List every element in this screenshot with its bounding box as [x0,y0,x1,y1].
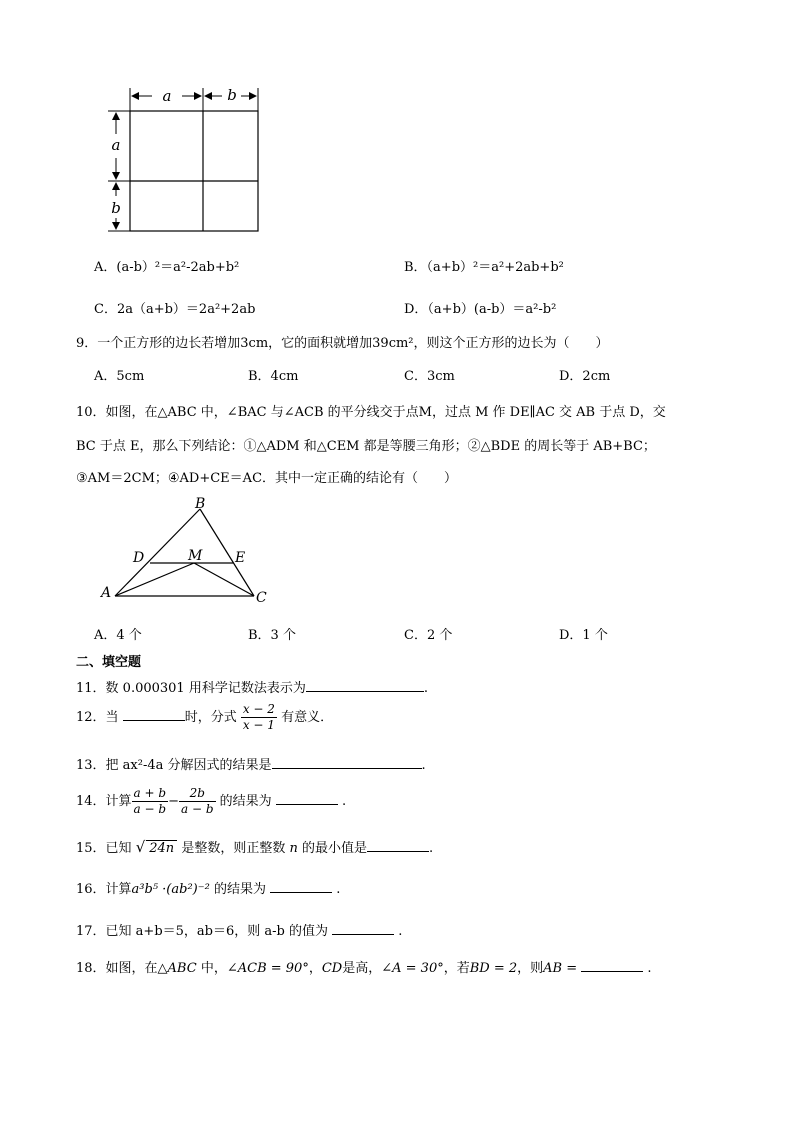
q13 [76,754,426,773]
q17-answer-blank[interactable] [332,921,394,935]
q10-option-b[interactable]: B．3 个 [248,628,296,643]
q14-before: 14．计算 [76,794,132,809]
q14-end: . [341,794,347,809]
q12-fraction [241,702,277,733]
q10-line1: 10．如图，在△ABC 中，∠BAC 与∠ACB 的平分线交于点M，过点 M 作 DE∥AC 交 AB 于点 D，交 [76,405,666,420]
q8-option-b[interactable]: B．（a+b）²＝a²+2ab+b² [404,260,564,275]
q18-before: 18．如图，在 [76,961,158,976]
q15-before: 15．已知 [76,841,132,856]
q18-end: . [647,961,652,976]
q16 [76,878,340,897]
label-b-top: b [227,86,237,104]
q14-f2-num: 2b [179,786,216,802]
q14-f1-den: a − b [133,802,167,816]
q11-text: 11．数 0.000301 用科学记数法表示为 [76,681,306,696]
q13-end: . [421,758,426,773]
label-D: D [133,550,145,566]
q15-answer-blank[interactable] [367,838,429,852]
triangle-figure [96,492,276,608]
q12-before: 12．当 [76,710,119,725]
q15-mid: 是整数，则正整数 [181,841,286,856]
q10-option-d[interactable]: D．1 个 [559,628,608,643]
outer-square [130,111,258,231]
label-M: M [188,548,203,564]
q8-option-d[interactable]: D．（a+b）(a-b）＝a²-b² [404,302,557,317]
q9-option-d[interactable]: D．2cm [559,369,611,384]
q10-option-c[interactable]: C．2 个 [404,628,453,643]
q10-line3: ③AM＝2CM；④AD+CE＝AC．其中一定正确的结论有（ ） [76,471,458,486]
q18-mid4: ，若 [443,961,470,976]
q9-option-a[interactable]: A．5cm [94,369,145,384]
q17-end: . [398,924,403,939]
q18-angle: ∠ACB = 90° [226,961,309,976]
q15-var: n [289,841,298,856]
q14-fraction-1 [132,786,169,817]
q9-option-c[interactable]: C．3cm [404,369,455,384]
q17-text: 17．已知 a+b＝5，ab＝6，则 a-b 的值为 [76,924,328,939]
q14-f1-num: a + b [133,786,167,800]
q16-answer-blank[interactable] [270,879,332,893]
label-a-top: a [162,87,172,105]
q9-option-b[interactable]: B．4cm [248,369,299,384]
q12-mid: 时，分式 [184,710,237,725]
q16-after: 的结果为 [213,882,266,897]
square-diagram [100,80,270,240]
q16-expr: a³b⁵ ·(ab²)⁻² [131,882,210,897]
q18-mid5: ，则 [517,961,544,976]
q14-minus: − [168,794,179,809]
q11-end: . [423,681,428,696]
q18-mid3: 是高， [342,961,382,976]
label-B: B [195,496,206,512]
q18-cd: CD [321,961,343,976]
q10-line2: BC 于点 E，那么下列结论：①△ADM 和△CEM 都是等腰三角形；②△BDE 的周长等于 AB+BC； [76,439,656,454]
section-title: 二、填空题 [76,655,142,670]
q12 [76,702,333,733]
q13-text: 13．把 ax²-4a 分解因式的结果是 [76,758,272,773]
q14-fraction-2 [179,786,216,817]
q17 [76,920,402,939]
q18-tri: △ABC [157,961,197,976]
q18-bd: BD = 2 [469,961,518,976]
q12-denominator: x − 1 [242,718,275,732]
q13-answer-blank[interactable] [272,755,422,769]
q11-answer-blank[interactable] [306,678,424,692]
label-a-left: a [111,136,121,154]
q12-after: 有意义． [281,710,334,725]
q14-after: 的结果为 [219,794,272,809]
q18-ab: AB = [543,961,578,976]
q16-before: 16．计算 [76,882,132,897]
q10-option-a[interactable]: A．4 个 [94,628,142,643]
q12-answer-blank[interactable] [123,707,185,721]
q14 [76,786,346,817]
q15-end: . [429,841,434,856]
q18-angA: ∠A = 30° [381,961,444,976]
q8-option-a[interactable]: A．(a-b）²＝a²-2ab+b² [94,260,240,275]
q18-answer-blank[interactable] [581,958,643,972]
q18 [76,957,652,976]
label-b-left: b [111,199,121,217]
q11 [76,677,428,696]
q15-radicand: 24n [146,840,177,856]
label-A: A [101,585,112,601]
q12-numerator: x − 2 [242,702,275,716]
q16-end: . [336,882,341,897]
q14-f2-den: a − b [180,802,214,816]
q15-after: 的最小值是 [301,841,367,856]
q18-mid2: ， [308,961,322,976]
q9-stem: 9．一个正方形的边长若增加3cm，它的面积就增加39cm²，则这个正方形的边长为（ ） [76,336,609,351]
q14-answer-blank[interactable] [276,791,338,805]
label-E: E [235,550,246,566]
label-C: C [256,590,267,606]
q18-mid1: 中， [200,961,227,976]
radical-sign: √ [135,838,146,856]
q15 [76,837,433,856]
q8-option-c[interactable]: C．2a（a+b）＝2a²+2ab [94,302,256,317]
